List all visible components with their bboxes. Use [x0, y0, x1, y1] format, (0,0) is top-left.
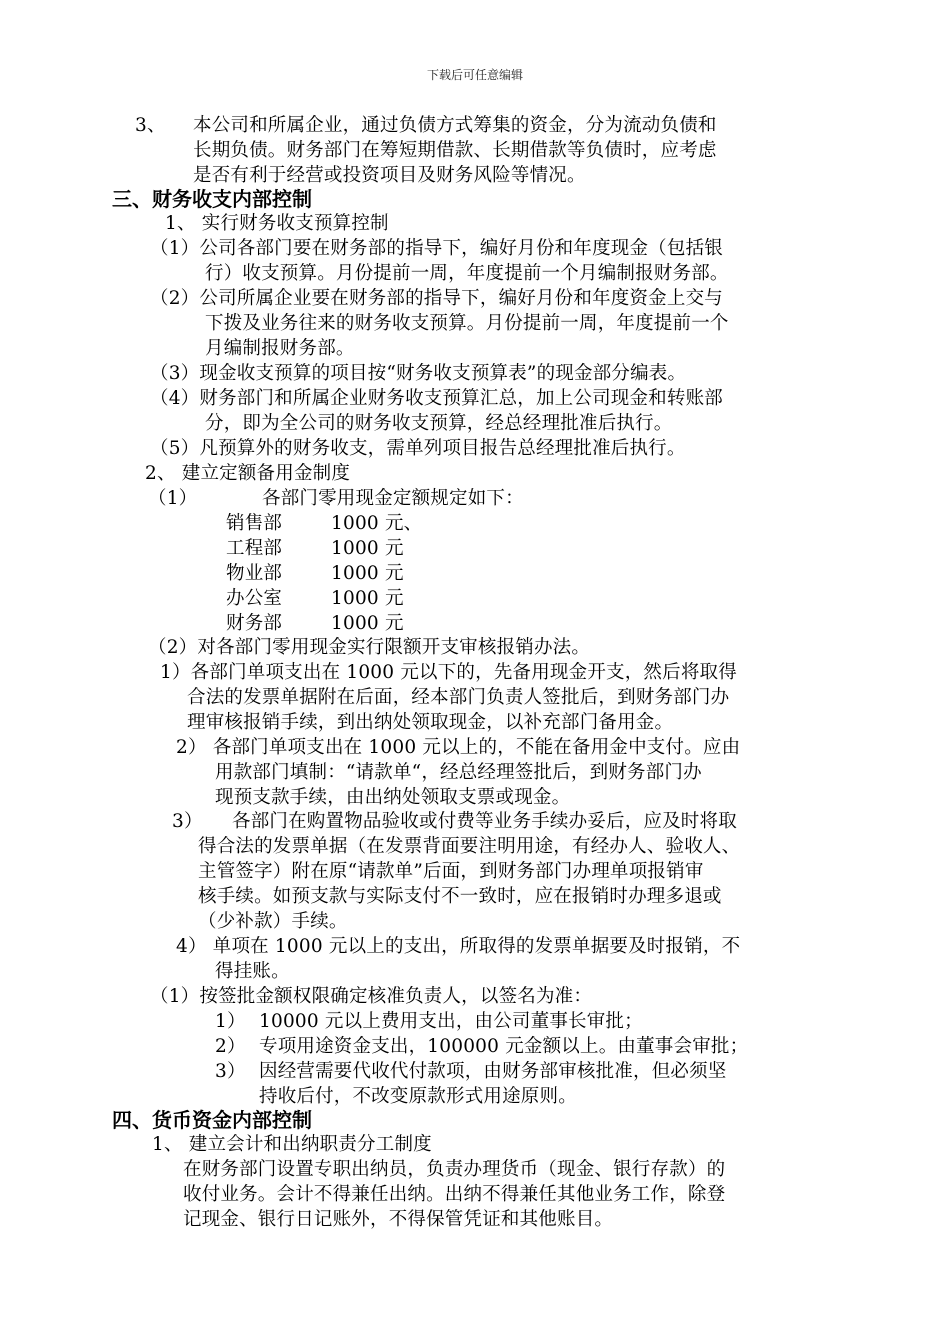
item-number: 3）	[215, 1061, 246, 1082]
paragraph-line: 是否有利于经营或投资项目及财务风险等情况。	[193, 165, 586, 186]
paragraph-line: 理审核报销手续，到出纳处领取现金，以补充部门备用金。	[187, 712, 674, 733]
department-name: 销售部	[226, 513, 283, 534]
paragraph-line: 行）收支预算。月份提前一周，年度提前一个月编制报财务部。	[205, 263, 729, 284]
department-amount: 1000 元、	[331, 513, 423, 534]
paragraph-line: 月编制报财务部。	[205, 338, 355, 359]
paragraph-line: 主管签字）附在原“请款单”后面，到财务部门办理单项报销审	[198, 861, 704, 882]
item-number: 2）	[215, 1036, 246, 1057]
paragraph-line: （3）现金收支预算的项目按“财务收支预算表”的现金部分编表。	[150, 363, 687, 384]
paragraph-line: （1）按签批金额权限确定核准负责人，以签名为准：	[150, 986, 593, 1007]
paragraph-line: 各部门在购置物品验收或付费等业务手续办妥后，应及时将取	[232, 811, 737, 832]
department-amount: 1000 元	[331, 613, 404, 634]
item-number: 1）	[215, 1011, 246, 1032]
paragraph-line: 4） 单项在 1000 元以上的支出，所取得的发票单据要及时报销，不	[176, 936, 741, 957]
paragraph-line: （4）财务部门和所属企业财务收支预算汇总，加上公司现金和转账部	[150, 388, 723, 409]
paragraph-line: 各部门零用现金定额规定如下：	[262, 488, 524, 509]
subsection-heading: 1、 实行财务收支预算控制	[165, 213, 389, 234]
item-number: 3、	[135, 115, 166, 136]
page-header: 下载后可任意编辑	[426, 68, 523, 82]
paragraph-line: 2） 各部门单项支出在 1000 元以上的，不能在备用金中支付。应由	[176, 737, 741, 758]
subsection-heading: 2、 建立定额备用金制度	[145, 463, 351, 484]
paragraph-line: （5）凡预算外的财务收支，需单列项目报告总经理批准后执行。	[150, 438, 686, 459]
paragraph-line: 1）各部门单项支出在 1000 元以下的，先备用现金开支，然后将取得	[160, 662, 737, 683]
section-heading: 四、货币资金内部控制	[112, 1108, 312, 1132]
department-amount: 1000 元	[331, 538, 404, 559]
department-name: 办公室	[226, 588, 283, 609]
paragraph-line: 分，即为全公司的财务收支预算，经总经理批准后执行。	[205, 413, 673, 434]
paragraph-line: 持收后付，不改变原款形式用途原则。	[259, 1086, 577, 1107]
paragraph-line: （2）对各部门零用现金实行限额开支审核报销办法。	[148, 637, 591, 658]
paragraph-line: 现预支款手续，由出纳处领取支票或现金。	[215, 787, 571, 808]
item-number: 3）	[172, 811, 203, 832]
paragraph-line: 收付业务。会计不得兼任出纳。出纳不得兼任其他业务工作，除登	[183, 1184, 726, 1205]
section-heading: 三、财务收支内部控制	[112, 187, 312, 211]
paragraph-line: 10000 元以上费用支出，由公司董事长审批；	[259, 1011, 643, 1032]
paragraph-line: 核手续。如预支款与实际支付不一致时，应在报销时办理多退或	[198, 886, 722, 907]
item-number: （1）	[148, 488, 198, 509]
paragraph-line: 得合法的发票单据（在发票背面要注明用途，有经办人、验收人、	[198, 836, 741, 857]
paragraph-line: 下拨及业务往来的财务收支预算。月份提前一周，年度提前一个	[205, 313, 729, 334]
department-name: 工程部	[226, 538, 283, 559]
paragraph-line: 因经营需要代收代付款项，由财务部审核批准，但必须坚	[259, 1061, 727, 1082]
paragraph-line: 本公司和所属企业，通过负债方式筹集的资金，分为流动负债和	[193, 115, 717, 136]
paragraph-line: （2）公司所属企业要在财务部的指导下，编好月份和年度资金上交与	[150, 288, 723, 309]
department-name: 财务部	[226, 613, 283, 634]
paragraph-line: 用款部门填制：“请款单“，经总经理签批后，到财务部门办	[215, 762, 702, 783]
paragraph-line: 在财务部门设置专职出纳员，负责办理货币（现金、银行存款）的	[183, 1159, 726, 1180]
department-amount: 1000 元	[331, 588, 404, 609]
subsection-heading: 1、 建立会计和出纳职责分工制度	[152, 1134, 432, 1155]
paragraph-line: 合法的发票单据附在后面，经本部门负责人签批后，到财务部门办	[187, 687, 730, 708]
paragraph-line: 记现金、银行日记账外，不得保管凭证和其他账目。	[183, 1209, 614, 1230]
paragraph-line: （少补款）手续。	[198, 911, 348, 932]
department-name: 物业部	[226, 563, 283, 584]
paragraph-line: （1）公司各部门要在财务部的指导下，编好月份和年度现金（包括银	[150, 238, 723, 259]
department-amount: 1000 元	[331, 563, 404, 584]
paragraph-line: 专项用途资金支出，100000 元金额以上。由董事会审批；	[259, 1036, 749, 1057]
paragraph-line: 长期负债。财务部门在筹短期借款、长期借款等负债时，应考虑	[193, 140, 717, 161]
paragraph-line: 得挂账。	[215, 961, 290, 982]
